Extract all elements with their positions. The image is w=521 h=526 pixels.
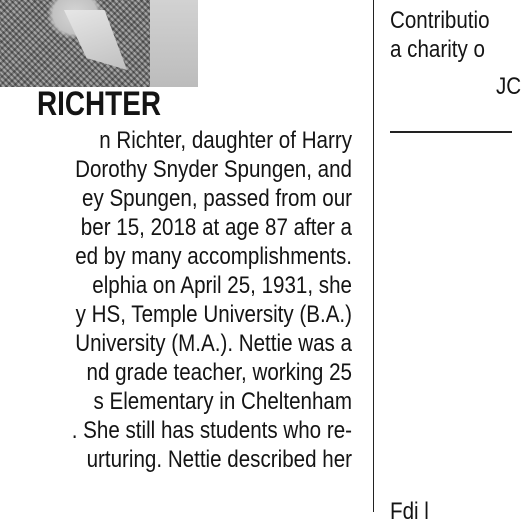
column-divider — [373, 0, 374, 512]
section-rule — [390, 131, 512, 133]
body-line: s Elementary in Cheltenham — [93, 388, 353, 415]
body-line: University (M.A.). Nettie was a — [75, 330, 352, 357]
body-line: n Richter, daughter of Harry — [99, 127, 352, 154]
body-line: ey Spungen, passed from our — [82, 185, 352, 212]
body-line: ber 15, 2018 at age 87 after a — [80, 214, 352, 241]
body-line: ed by many accomplishments. — [75, 243, 352, 270]
body-line: Dorothy Snyder Spungen, and — [75, 156, 352, 183]
body-line: nd grade teacher, working 25 — [86, 359, 353, 386]
photo-background — [150, 0, 198, 87]
right-column-signature: JC — [496, 73, 521, 100]
photo-collar — [55, 10, 145, 70]
obituary-body — [0, 126, 352, 474]
obituary-heading: RICHTER — [37, 85, 161, 123]
portrait-photo — [0, 0, 198, 87]
body-line: y HS, Temple University (B.A.) — [75, 301, 352, 328]
body-line: urturing. Nettie described her — [86, 446, 352, 473]
body-line: elphia on April 25, 1931, she — [92, 272, 352, 299]
right-column-line: a charity o — [390, 36, 485, 63]
right-column-bottom-fragment: Fdi l — [390, 498, 429, 525]
right-column-line: Contributio — [390, 7, 490, 34]
body-line: . She still has students who re- — [71, 417, 352, 444]
right-column-text — [390, 6, 512, 64]
